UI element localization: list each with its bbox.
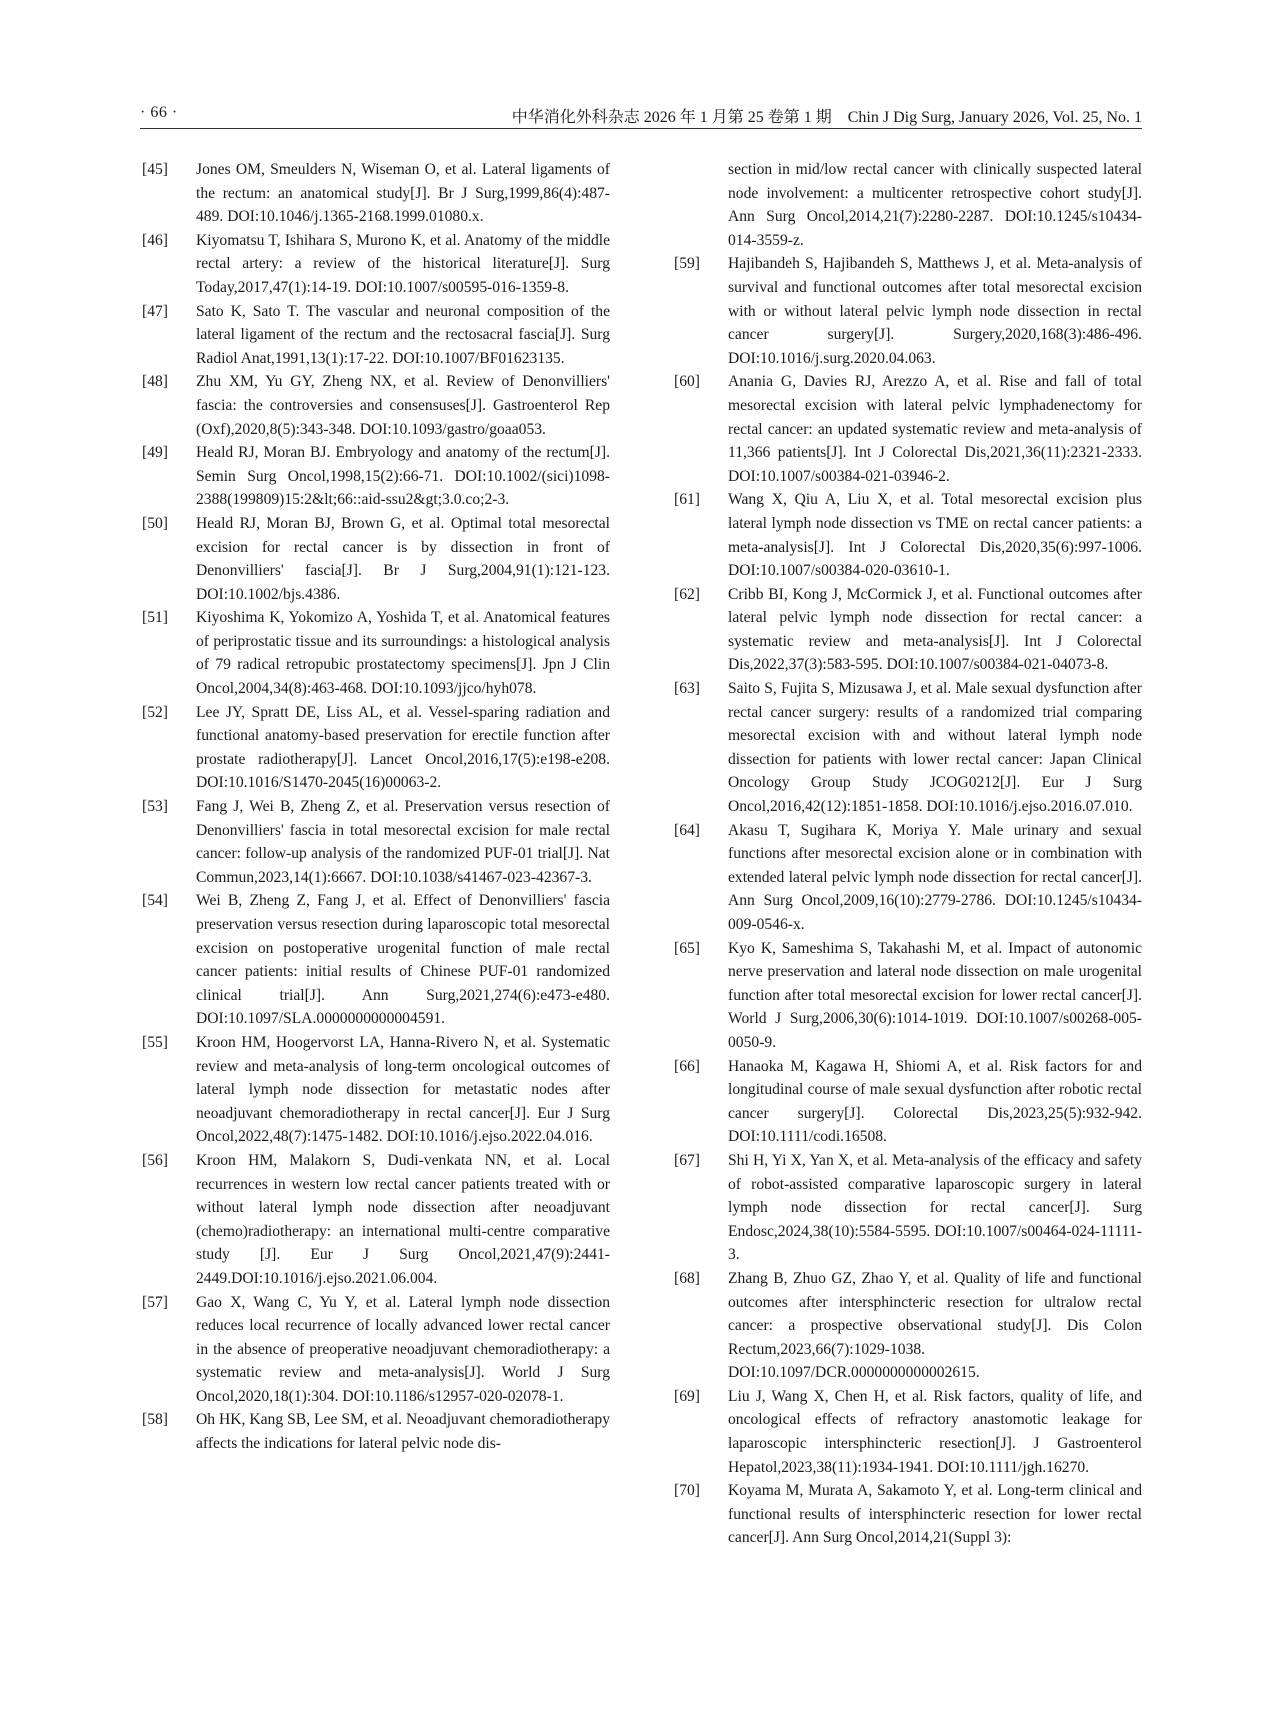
reference-text: Kroon HM, Malakorn S, Dudi-venkata NN, et al. Local recurrences in western low rectal cancer patients treated with or without lateral lymph node dissection after neoadjuvant (chemo)radiotherapy: an international multi-centre comparative study [J]. Eur J Surg Oncol,2021,47(9):2441-2449.DOI:10.1016/j.ejso.2021.06.004. [196,1151,610,1287]
reference-text: Jones OM, Smeulders N, Wiseman O, et al. Lateral ligaments of the rectum: an anatomical study[J]. Br J Surg,1999,86(4):487-489. DOI:10.1046/j.1365-2168.1999.01080.x. [196,161,610,226]
reference-item [140,795,610,889]
reference-text: Hajibandeh S, Hajibandeh S, Matthews J, et al. Meta-analysis of survival and functional outcomes after total mesorectal excision with or without lateral pelvic lymph node dissection in rectal cancer surgery[J]. Surgery,2020,168(3):486-496. DOI:10.1016/j.surg.2020.04.063. [728,255,1142,367]
reference-number: [60] [674,373,700,391]
reference-item [140,1031,610,1149]
reference-item [140,158,610,229]
reference-number: [69] [674,1387,700,1405]
reference-number: [49] [142,444,168,462]
reference-item [672,583,1142,677]
reference-text: Heald RJ, Moran BJ. Embryology and anatomy of the rectum[J]. Semin Surg Oncol,1998,15(2):66-71. DOI:10.1002/(sici)1098-2388(199809)15:2&lt;66::aid-ssu2&gt;3.0.co;2-3. [196,444,610,509]
reference-number: [48] [142,373,168,391]
reference-text: Kiyoshima K, Yokomizo A, Yoshida T, et al. Anatomical features of periprostatic tissue and its surroundings: a histological analysis of 79 radical retropubic prostatectomy specimens[J]. Jpn J Clin Oncol,2004,34(8):463-468. DOI:10.1093/jjco/hyh078. [196,609,610,698]
reference-number: [54] [142,892,168,910]
reference-text: Fang J, Wei B, Zheng Z, et al. Preservation versus resection of Denonvilliers' fascia in total mesorectal excision for male rectal cancer: follow-up analysis of the randomized PUF-01 trial[J]. Nat Commun,2023,14(1):6667. DOI:10.1038/s41467-023-42367-3. [196,798,610,886]
reference-text: Anania G, Davies RJ, Arezzo A, et al. Rise and fall of total mesorectal excision with lateral pelvic lymphadenectomy for rectal cancer: an updated systematic review and meta-analysis of 11,366 patients[J]. Int J Colorectal Dis,2021,36(11):2321-2333. DOI:10.1007/s00384-021-03946-2. [728,373,1142,485]
journal-running-header: 中华消化外科杂志 2026 年 1 月第 25 卷第 1 期 Chin J Dig Surg, January 2026, Vol. 25, No. 1 [511,109,1142,126]
reference-number: [46] [142,231,168,249]
reference-text: Saito S, Fujita S, Mizusawa J, et al. Male sexual dysfunction after rectal cancer surgery: results of a randomized trial comparing mesorectal excision with and without lateral lymph node dissection for patients with lower rectal cancer: Japan Clinical Oncology Group Study JCOG0212[J]. Eur J Surg Oncol,2016,42(12):1851-1858. DOI:10.1016/j.ejso.2016.07.010. [728,680,1142,816]
reference-number: [58] [142,1411,168,1429]
reference-item [672,819,1142,937]
reference-number: [56] [142,1151,168,1169]
reference-column-right [672,158,1142,1550]
reference-text: Sato K, Sato T. The vascular and neuronal composition of the lateral ligament of the rectum and the rectosacral fascia[J]. Surg Radiol Anat,1991,13(1):17-22. DOI:10.1007/BF01623135. [196,302,610,367]
reference-item [140,229,610,300]
reference-number: [63] [674,680,700,698]
reference-item [140,1291,610,1409]
reference-number: [57] [142,1293,168,1311]
reference-item [672,1479,1142,1550]
reference-number: [64] [674,821,700,839]
reference-number: [53] [142,798,168,816]
reference-item [140,370,610,441]
reference-text: Gao X, Wang C, Yu Y, et al. Lateral lymph node dissection reduces local recurrence of locally advanced lower rectal cancer in the absence of preoperative neoadjuvant chemoradiotherapy: a systematic review and meta-analysis[J]. World J Surg Oncol,2020,18(1):304. DOI:10.1186/s12957-020-02078-1. [196,1293,610,1405]
reference-number: [70] [674,1482,700,1500]
reference-item [672,1149,1142,1267]
reference-item [140,606,610,700]
reference-item [140,300,610,371]
reference-text: Shi H, Yi X, Yan X, et al. Meta-analysis of the efficacy and safety of robot-assisted comparative laparoscopic surgery in lateral lymph node dissection for rectal cancer[J]. Surg Endosc,2024,38(10):5584-5595. DOI:10.1007/s00464-024-11111-3. [728,1151,1142,1264]
reference-item [672,252,1142,370]
reference-number: [68] [674,1269,700,1287]
reference-text: Hanaoka M, Kagawa H, Shiomi A, et al. Risk factors for and longitudinal course of male sexual dysfunction after robotic rectal cancer surgery[J]. Colorectal Dis,2023,25(5):932-942. DOI:10.1111/codi.16508. [728,1057,1142,1146]
reference-item [672,488,1142,582]
reference-number: [65] [674,939,700,957]
page-header [140,102,1142,129]
reference-number: [67] [674,1151,700,1169]
reference-text: Akasu T, Sugihara K, Moriya Y. Male urinary and sexual functions after mesorectal excision alone or in combination with extended lateral pelvic lymph node dissection for rectal cancer[J]. Ann Surg Oncol,2009,16(10):2779-2786. DOI:10.1245/s10434-009-0546-x. [728,821,1142,933]
reference-number: [59] [674,255,700,273]
reference-item [140,889,610,1031]
reference-text: Kroon HM, Hoogervorst LA, Hanna-Rivero N, et al. Systematic review and meta-analysis of long-term oncological outcomes of lateral lymph node dissection for metastatic nodes after neoadjuvant chemoradiotherapy in rectal cancer[J]. Eur J Surg Oncol,2022,48(7):1475-1482. DOI:10.1016/j.ejso.2022.04.016. [196,1033,610,1146]
reference-continuation: section in mid/low rectal cancer with clinically suspected lateral node involvement: a multicenter retrospective cohort study[J]. Ann Surg Oncol,2014,21(7):2280-2287. DOI:10.1245/s10434-014-3559-z. [728,161,1142,249]
reference-item [672,937,1142,1055]
reference-text: Oh HK, Kang SB, Lee SM, et al. Neoadjuvant chemoradiotherapy affects the indications for lateral pelvic node dis- [196,1411,610,1453]
reference-number: [45] [142,161,168,178]
reference-number: [51] [142,609,168,627]
reference-item [140,1408,610,1455]
reference-text: Zhu XM, Yu GY, Zheng NX, et al. Review of Denonvilliers' fascia: the controversies and consensuses[J]. Gastroenterol Rep (Oxf),2020,8(5):343-348. DOI:10.1093/gastro/goaa053. [196,373,610,438]
reference-item [140,441,610,512]
reference-text: Zhang B, Zhuo GZ, Zhao Y, et al. Quality of life and functional outcomes after intersphincteric resection for ultralow rectal cancer: a prospective observational study[J]. Dis Colon Rectum,2023,66(7):1029-1038. DOI:10.1097/DCR.0000000000002615. [728,1269,1142,1382]
reference-text: Kyo K, Sameshima S, Takahashi M, et al. Impact of autonomic nerve preservation and lateral node dissection on male urogenital function after total mesorectal excision for lower rectal cancer[J]. World J Surg,2006,30(6):1014-1019. DOI:10.1007/s00268-005-0050-9. [728,939,1142,1051]
reference-text: Kiyomatsu T, Ishihara S, Murono K, et al. Anatomy of the middle rectal artery: a review of the historical literature[J]. Surg Today,2017,47(1):14-19. DOI:10.1007/s00595-016-1359-8. [196,231,610,296]
reference-item [140,512,610,606]
reference-item [672,1267,1142,1385]
reference-text: Heald RJ, Moran BJ, Brown G, et al. Optimal total mesorectal excision for rectal cancer is by dissection in front of Denonvilliers' fascia[J]. Br J Surg,2004,91(1):121-123. DOI:10.1002/bjs.4386. [196,514,610,603]
reference-item [672,370,1142,488]
reference-text: Cribb BI, Kong J, McCormick J, et al. Functional outcomes after lateral pelvic lymph node dissection for rectal cancer: a systematic review and meta-analysis[J]. Int J Colorectal Dis,2022,37(3):583-595. DOI:10.1007/s00384-021-04073-8. [728,585,1142,674]
reference-item [672,1055,1142,1149]
reference-item [140,1149,610,1291]
reference-text: Wang X, Qiu A, Liu X, et al. Total mesorectal excision plus lateral lymph node dissection vs TME on rectal cancer patients: a meta-analysis[J]. Int J Colorectal Dis,2020,35(6):997-1006. DOI:10.1007/s00384-020-03610-1. [728,491,1142,580]
reference-item [672,1385,1142,1479]
reference-text: Koyama M, Murata A, Sakamoto Y, et al. Long-term clinical and functional results of intersphincteric resection for lower rectal cancer[J]. Ann Surg Oncol,2014,21(Suppl 3): [728,1482,1142,1547]
reference-text: Lee JY, Spratt DE, Liss AL, et al. Vessel-sparing radiation and functional anatomy-based preservation for erectile function after prostate radiotherapy[J]. Lancet Oncol,2016,17(5):e198-e208. DOI:10.1016/S1470-2045(16)00063-2. [196,703,610,792]
reference-number: [55] [142,1033,168,1051]
page-number: · 66 · [140,104,178,121]
reference-text: Wei B, Zheng Z, Fang J, et al. Effect of Denonvilliers' fascia preservation versus resection during laparoscopic total mesorectal excision on postoperative urogenital function of male rectal cancer patients: initial results of Chinese PUF-01 randomized clinical trial[J]. Ann Surg,2021,274(6):e473-e480. DOI:10.1097/SLA.0000000000004591. [196,892,610,1028]
reference-number: [50] [142,514,168,532]
reference-item [672,677,1142,819]
reference-number: [62] [674,585,700,603]
reference-number: [47] [142,302,168,320]
reference-number: [66] [674,1057,700,1075]
reference-number: [52] [142,703,168,721]
reference-number: [61] [674,491,700,509]
reference-text: Liu J, Wang X, Chen H, et al. Risk factors, quality of life, and oncological effects of refractory anastomotic leakage for laparoscopic intersphincteric resection[J]. J Gastroenterol Hepatol,2023,38(11):1934-1941. DOI:10.1111/jgh.16270. [728,1387,1142,1476]
reference-column-left [140,158,610,1456]
reference-item [140,701,610,795]
